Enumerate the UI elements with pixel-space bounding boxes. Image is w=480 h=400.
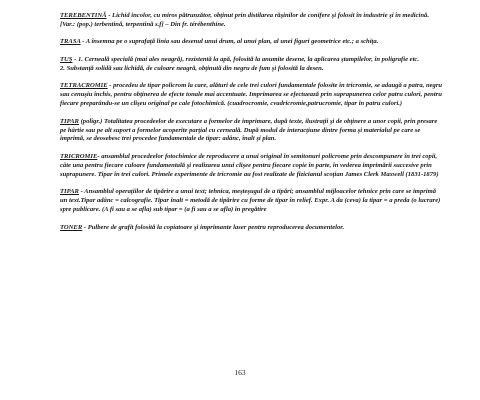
glossary-term: TUŞ bbox=[60, 55, 73, 63]
glossary-entry-toner bbox=[60, 224, 444, 233]
glossary-term: TIPAR bbox=[60, 188, 79, 196]
glossary-entry-tricromie bbox=[60, 153, 444, 180]
glossary-definition: - Lichid incolor, cu miros pătrunzător, obţinut prin distilarea răşinilor de conifere şi folosit în industrie şi în medicină. [Var.: (pop.) terbentină, terpentină s.f] – Din fr. térébenthine. bbox=[60, 12, 429, 28]
page-number: 163 bbox=[234, 368, 246, 377]
glossary-term: TONER bbox=[60, 223, 83, 231]
glossary-term: TEREBENTINĂ bbox=[60, 12, 107, 19]
glossary-term: TIPAR bbox=[60, 117, 79, 125]
glossary-definition: - 1. Cerneală specială (mai ales neagră), rezistentă la apă, folosită la anumite desene, la aplicarea ştampilelor, în poligrafie etc. bbox=[72, 55, 419, 63]
glossary-definition: - Pulbere de grafit folosită la copiatoare şi imprimante laser pentru reproducerea documentelor. bbox=[82, 223, 345, 231]
glossary-entry-tus bbox=[60, 56, 444, 74]
glossary-entry-terebentina bbox=[60, 12, 444, 30]
glossary-definition-second: 2. Substanţă solidă sau lichidă, de culoare neagră, obţinută din negru de fum şi folosită la desen. bbox=[60, 64, 324, 72]
glossary-entry-tipar-poligr bbox=[60, 118, 444, 145]
glossary-term: TRICROMIE bbox=[60, 152, 98, 160]
glossary-entry-trasa bbox=[60, 38, 444, 47]
glossary-definition: - A însemna pe o suprafaţă linia sau desenul unui drum, al unui plan, al unei figuri geometrice etc.; a schiţa. bbox=[80, 38, 379, 46]
glossary-definition: - Ansamblul operaţiilor de tipărire a unui text; tehnica, meşteşugul de a tipări; ansamblul mijloacelor tehnice prin care se imprimă un text.Tipar adânc = calcografie. Tipar înalt = metodă de tipărire cu forme de tipar în relief. Expr. A da (ceva) la tipar = a preda (o lucrare) spre publicare. (A fi sau a se afla) sub tipar = (a fi sau a se afla) în pregătire bbox=[60, 188, 441, 214]
glossary-term: TETRACROMIE bbox=[60, 82, 108, 90]
glossary-definition: - procedeu de tipar policrom la care, alături de cele trei culori fundamentale folosite în tricromie, se adaugă a patra, negru sau cenuşiu închis, pentru obţinerea de efecte tonale mai accentuate. Imprimarea se efectuează prin suprapunerea celor patru culori, pentru fiecare preparându-se un clişeu original pe cale fotochimică. (cuadrocromie, cvadricromie,patrucromie, tipar în patru culori.) bbox=[60, 82, 443, 108]
glossary-definition: - ansamblul procedeelor fotochimice de reproducere a unui original în semitonuri policrome prin descompunere în trei copii, câte una pentru fiecare culoare fundamentală şi realizarea unui clişee pentru fiecare copie în parte, în vederea imprimării succesive prin suprapunere. Tipar în trei culori. Primele experimente de tricromie au fost realizate de fizicianul scoţian James Clerk Maxwell (1831-1879) bbox=[60, 152, 439, 178]
glossary-entry-tetracromie bbox=[60, 82, 444, 109]
glossary-definition: (polîgr.) Totalitatea procedeelor de executare a formelor de imprimare, după texte, ilustraţii şi de obţinere a unor copii, prin presare pe hârtie sau pe alt suport a formelor acoperite parţial cu cerneală. După modul de interacţiune dintre forma şi materialul pe care se imprimă, se deosebesc trei procedee fundamentale de tipar: adânc, înalt şi plan. bbox=[60, 117, 438, 143]
glossary-term: TRASA bbox=[60, 38, 81, 46]
glossary-entry-tipar bbox=[60, 188, 444, 215]
